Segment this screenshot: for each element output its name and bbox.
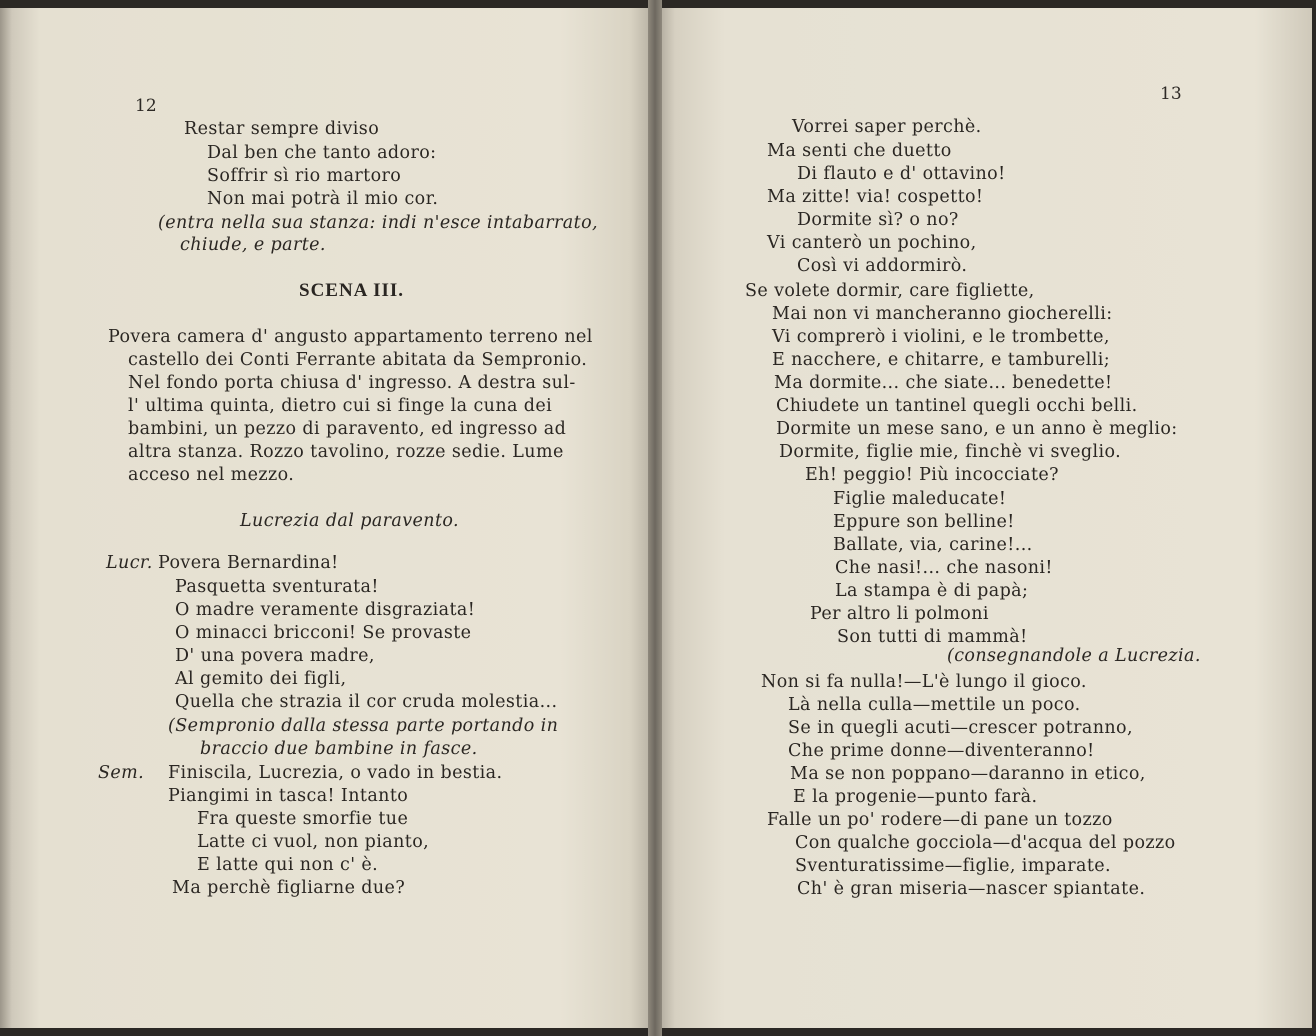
verse-line: Ma zitte! via! cospetto! — [767, 187, 984, 207]
verse-line: Finiscila, Lucrezia, o vado in bestia. — [168, 763, 503, 783]
verse-line: Dormite un mese sano, e un anno è meglio: — [776, 419, 1178, 439]
verse-line: O madre veramente disgraziata! — [175, 600, 476, 620]
verse-line: La stampa è di papà; — [835, 581, 1029, 601]
verse-line: E la progenie—punto farà. — [793, 787, 1038, 807]
verse-line: Ch' è gran miseria—nascer spiantate. — [797, 879, 1146, 899]
verse-line: Vi canterò un pochino, — [767, 233, 977, 253]
prose-line: altra stanza. Rozzo tavolino, rozze sedie. Lume — [128, 442, 564, 462]
verse-line: Ballate, via, carine!... — [833, 535, 1033, 555]
verse-line: Mai non vi mancheranno giocherelli: — [772, 304, 1113, 324]
verse-line: Pasquetta sventurata! — [175, 577, 379, 597]
verse-line: Non mai potrà il mio cor. — [207, 189, 439, 209]
verse-line: Se volete dormir, care figliette, — [745, 281, 1035, 301]
prose-line: castello dei Conti Ferrante abitata da Sempronio. — [128, 350, 588, 370]
left-page — [0, 8, 655, 1028]
verse-line: E nacchere, e chitarre, e tamburelli; — [772, 350, 1111, 370]
speaker-label: Lucr. — [106, 553, 153, 573]
verse-line: Vorrei saper perchè. — [792, 117, 982, 137]
verse-line: Falle un po' rodere—di pane un tozzo — [767, 810, 1113, 830]
page-number-right: 13 — [1160, 84, 1182, 104]
stage-direction: (Sempronio dalla stessa parte portando in — [168, 716, 559, 736]
right-page — [655, 8, 1312, 1028]
verse-line: Quella che strazia il cor cruda molestia... — [175, 692, 558, 712]
verse-line: Figlie maleducate! — [833, 489, 1007, 509]
speaker-label: Sem. — [98, 763, 145, 783]
verse-line: Ma perchè figliarne due? — [172, 878, 406, 898]
prose-line: Povera camera d' angusto appartamento terreno nel — [108, 327, 593, 347]
verse-line: Se in quegli acuti—crescer potranno, — [788, 718, 1133, 738]
verse-line: Al gemito dei figli, — [175, 669, 347, 689]
verse-line: Con qualche gocciola—d'acqua del pozzo — [795, 833, 1176, 853]
scene-heading: SCENA III. — [299, 280, 405, 301]
verse-line: Latte ci vuol, non pianto, — [197, 832, 430, 852]
stage-direction: braccio due bambine in fasce. — [200, 739, 478, 759]
verse-line: Per altro li polmoni — [810, 604, 989, 624]
book-gutter — [648, 0, 662, 1036]
prose-line: l' ultima quinta, dietro cui si finge la cuna dei — [128, 396, 553, 416]
verse-line: Che prime donne—diventeranno! — [788, 741, 1095, 761]
verse-line: O minacci bricconi! Se provaste — [175, 623, 472, 643]
verse-line: Ma dormite... che siate... benedette! — [774, 373, 1113, 393]
prose-line: bambini, un pezzo di paravento, ed ingresso ad — [128, 419, 567, 439]
prose-line: Nel fondo porta chiusa d' ingresso. A destra sul- — [128, 373, 576, 393]
stage-direction: (consegnandole a Lucrezia. — [947, 646, 1201, 666]
verse-line: Di flauto e d' ottavino! — [797, 164, 1006, 184]
verse-line: Ma senti che duetto — [767, 141, 952, 161]
page-number-left: 12 — [135, 96, 157, 116]
verse-line: Eppure son belline! — [833, 512, 1015, 532]
verse-line: Son tutti di mammà! — [837, 627, 1028, 647]
verse-line: Dormite, figlie mie, finchè vi sveglio. — [779, 442, 1122, 462]
verse-line: Chiudete un tantinel quegli occhi belli. — [776, 396, 1138, 416]
verse-line: Povera Bernardina! — [158, 553, 339, 573]
verse-line: Dal ben che tanto adoro: — [207, 143, 437, 163]
verse-line: Piangimi in tasca! Intanto — [168, 786, 409, 806]
verse-line: E latte qui non c' è. — [197, 855, 379, 875]
verse-line: Vi comprerò i violini, e le trombette, — [772, 327, 1110, 347]
stage-direction: Lucrezia dal paravento. — [240, 511, 459, 531]
prose-line: acceso nel mezzo. — [128, 465, 295, 485]
stage-direction: chiude, e parte. — [180, 235, 326, 255]
verse-line: Così vi addormirò. — [797, 256, 968, 276]
verse-line: Fra queste smorfie tue — [197, 809, 409, 829]
verse-line: Ma se non poppano—daranno in etico, — [790, 764, 1146, 784]
stage-direction: (entra nella sua stanza: indi n'esce intabarrato, — [158, 213, 598, 233]
verse-line: Non si fa nulla!—L'è lungo il gioco. — [761, 672, 1087, 692]
verse-line: D' una povera madre, — [175, 646, 375, 666]
verse-line: Soffrir sì rio martoro — [207, 166, 402, 186]
verse-line: Eh! peggio! Più incocciate? — [805, 465, 1059, 485]
verse-line: Là nella culla—mettile un poco. — [788, 695, 1081, 715]
verse-line: Dormite sì? o no? — [797, 210, 959, 230]
verse-line: Sventuratissime—figlie, imparate. — [795, 856, 1111, 876]
verse-line: Restar sempre diviso — [184, 119, 380, 139]
verse-line: Che nasi!... che nasoni! — [835, 558, 1053, 578]
